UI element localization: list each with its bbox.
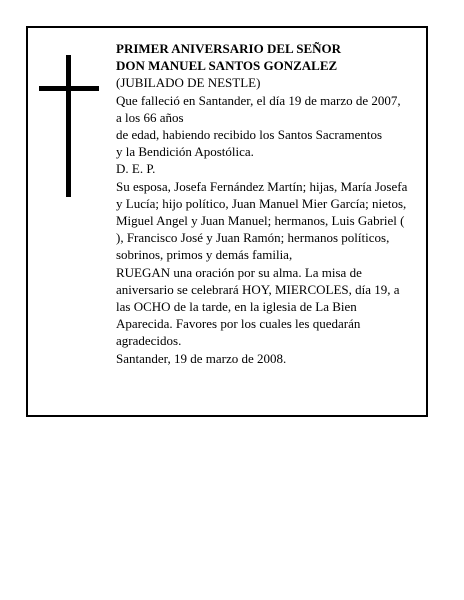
rip-text: D. E. P. [116, 161, 156, 177]
request-line-3: las OCHO de la tarde, en la iglesia de La Bien [116, 299, 357, 315]
death-line-2: a los 66 años [116, 109, 184, 125]
date-place: Santander, 19 de marzo de 2008. [116, 350, 287, 366]
notice-heading-line2: DON MANUEL SANTOS GONZALEZ [116, 58, 338, 74]
request-line-1: RUEGAN una oración por su alma. La misa de [116, 264, 362, 280]
death-line-1: Que falleció en Santander, el día 19 de marzo de 2007, [116, 92, 401, 108]
cross-vertical-beam [66, 55, 71, 197]
request-line-5: agradecidos. [116, 333, 182, 349]
family-line-1: Su esposa, Josefa Fernández Martín; hijas, María Josefa [116, 178, 408, 194]
notice-heading-line1: PRIMER ANIVERSARIO DEL SEÑOR [116, 41, 342, 56]
request-line-2: aniversario se celebrará HOY, MIERCOLES, día 19, a [116, 281, 400, 297]
death-line-4: y la Bendición Apostólica. [116, 144, 254, 160]
obituary-notice [26, 26, 428, 417]
family-line-5: sobrinos, primos y demás familia, [116, 247, 293, 263]
notice-text [116, 40, 424, 367]
death-line-3: de edad, habiendo recibido los Santos Sacramentos [116, 127, 383, 143]
family-line-3: Miguel Angel y Juan Manuel; hermanos, Luis Gabriel ( [116, 213, 405, 229]
family-line-2: y Lucía; hijo político, Juan Manuel Mier García; nietos, [116, 195, 407, 211]
family-line-4: ), Francisco José y Juan Ramón; hermanos políticos, [116, 230, 390, 246]
cross-horizontal-beam [39, 86, 99, 91]
request-line-4: Aparecida. Favores por los cuales les quedarán [116, 316, 361, 332]
notice-subheading: (JUBILADO DE NESTLE) [116, 75, 261, 91]
cross-icon [39, 55, 99, 197]
